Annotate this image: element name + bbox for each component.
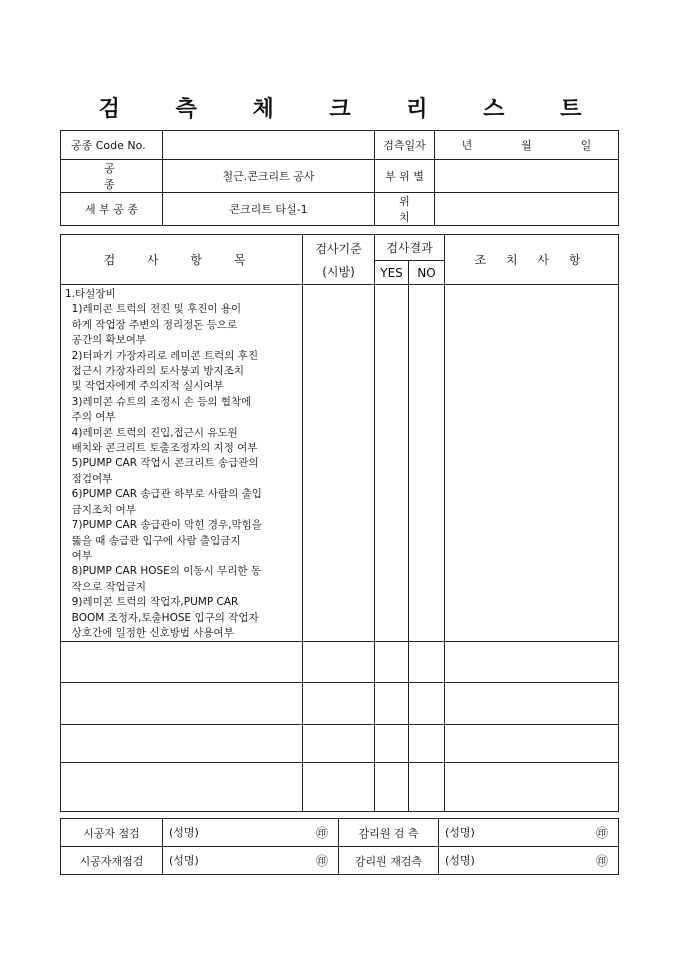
col-yes-header: YES (375, 261, 409, 285)
sub-value[interactable]: 콘크리트 타설-1 (163, 193, 375, 226)
col-standard-line2: (시방) (322, 264, 355, 279)
action-cell[interactable] (445, 725, 619, 763)
col-item-header: 검 사 항 목 (61, 235, 303, 285)
col-action-header: 조 치 사 항 (445, 235, 619, 285)
name-placeholder: (성명) (445, 854, 475, 867)
page-title: 검 측 체 크 리 스 트 (98, 96, 606, 122)
seal-icon: ㊞ (595, 854, 608, 868)
supervisor-recheck-label: 감리원 재검측 (339, 847, 439, 875)
col-standard-header (303, 235, 375, 285)
checklist-items: 1.타설장비 1)레미콘 트럭의 전진 및 후진이 용이 하게 작업장 주변의 정리정돈 등으로 공간의 확보여부 2)터파기 가장자리로 레미콘 트럭의 후진 접근시 가장자리의 토사붕괴 방지조치 및 작업자에게 주의지적 실시여부 3)레미콘 슈트의 조정시 손 등의 협착에 주의 여부 4)레미콘 트럭의 진입,접근시 유도원 배치와 콘크리트 토출조정자의 지정 여부 5)PUMP CAR 작업시 콘크리트 송급관의 점검여부 6)PUMP CAR 송급관 하부로 사람의 출입 금지조치 여부 7)PUMP CAR 송급관이 막힌 경우,막힘을 뚫을 때 송급관 입구에 사람 출입금지 여부 8)PUMP CAR HOSE의 이동시 무리한 동 작으로 작업금지 9)레미콘 트럭의 작업자,PUMP CAR BOOM 조정자,토출HOSE 입구의 작업자 상호간에 일정한 신호방법 사용여부 (61, 285, 303, 642)
standard-cell[interactable] (303, 763, 375, 812)
item-cell[interactable] (61, 763, 303, 812)
yes-cell[interactable] (375, 725, 409, 763)
standard-cell[interactable] (303, 642, 375, 683)
action-cell[interactable] (445, 763, 619, 812)
col-standard-line1: 검사기준 (315, 241, 362, 256)
contractor-recheck-label: 시공자재점검 (61, 847, 163, 875)
work-label: 공 종 (61, 160, 163, 193)
standard-cell[interactable] (303, 285, 375, 642)
seal-icon: ㊞ (315, 854, 328, 868)
no-cell[interactable] (409, 642, 445, 683)
col-no-header: NO (409, 261, 445, 285)
date-value[interactable] (435, 131, 619, 160)
part-label: 부 위 별 (375, 160, 435, 193)
table-row (61, 725, 619, 763)
table-row (61, 642, 619, 683)
contractor-check-signature[interactable] (163, 819, 339, 847)
part-value[interactable] (435, 160, 619, 193)
standard-cell[interactable] (303, 725, 375, 763)
seal-icon: ㊞ (595, 826, 608, 840)
action-cell[interactable] (445, 642, 619, 683)
date-year: 년 (461, 139, 473, 152)
supervisor-check-signature[interactable] (439, 819, 619, 847)
no-cell[interactable] (409, 285, 445, 642)
supervisor-recheck-signature[interactable] (439, 847, 619, 875)
contractor-check-label: 시공자 점검 (61, 819, 163, 847)
yes-cell[interactable] (375, 642, 409, 683)
item-cell[interactable] (61, 642, 303, 683)
info-table (60, 130, 619, 226)
standard-cell[interactable] (303, 683, 375, 725)
loc-value[interactable] (435, 193, 619, 226)
signature-table (60, 818, 619, 875)
code-label: 공종 Code No. (61, 131, 163, 160)
no-cell[interactable] (409, 725, 445, 763)
supervisor-check-label: 감리원 검 측 (339, 819, 439, 847)
date-label: 검측일자 (375, 131, 435, 160)
loc-label: 위 치 (375, 193, 435, 226)
name-placeholder: (성명) (169, 826, 199, 839)
name-placeholder: (성명) (169, 854, 199, 867)
seal-icon: ㊞ (315, 826, 328, 840)
item-cell[interactable] (61, 683, 303, 725)
checklist-table (60, 234, 619, 812)
no-cell[interactable] (409, 683, 445, 725)
yes-cell[interactable] (375, 683, 409, 725)
no-cell[interactable] (409, 763, 445, 812)
yes-cell[interactable] (375, 285, 409, 642)
code-value[interactable] (163, 131, 375, 160)
name-placeholder: (성명) (445, 826, 475, 839)
item-cell[interactable] (61, 725, 303, 763)
table-row (61, 683, 619, 725)
action-cell[interactable] (445, 683, 619, 725)
sub-label: 세 부 공 종 (61, 193, 163, 226)
date-day: 일 (580, 139, 592, 152)
action-cell[interactable] (445, 285, 619, 642)
yes-cell[interactable] (375, 763, 409, 812)
table-row (61, 763, 619, 812)
work-value[interactable]: 철근.콘크리트 공사 (163, 160, 375, 193)
contractor-recheck-signature[interactable] (163, 847, 339, 875)
col-result-header: 검사결과 (375, 235, 445, 261)
date-month: 월 (521, 139, 532, 152)
